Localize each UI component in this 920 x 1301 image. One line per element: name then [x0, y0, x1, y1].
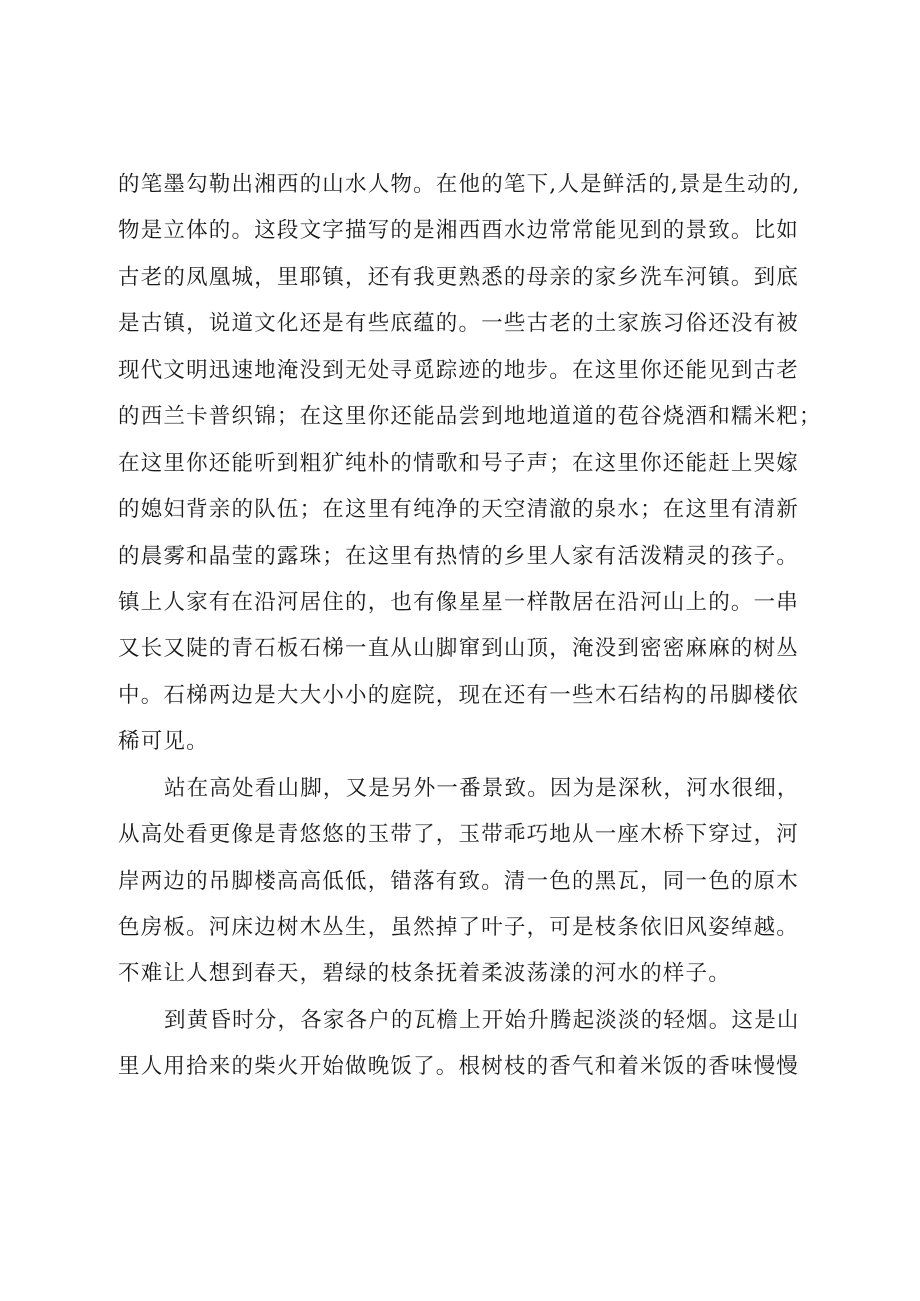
text-line: 物是立体的。这段文字描写的是湘西酉水边常常能见到的景致。比如 [118, 218, 800, 244]
text-line: 里人用拾来的柴火开始做晚饭了。根树枝的香气和着米饭的香味慢慢 [118, 1054, 800, 1080]
text-line: 的西兰卡普织锦；在这里你还能品尝到地地道道的苞谷烧酒和糯米粑； [118, 404, 822, 430]
text-line: 色房板。河床边树木丛生，虽然掉了叶子，可是枝条依旧风姿绰越。 [118, 915, 800, 940]
text-line: 古老的凤凰城，里耶镇，还有我更熟悉的母亲的家乡洗车河镇。到底 [118, 264, 800, 290]
text-line: 岸两边的吊脚楼高高低低，错落有致。清一色的黑瓦，同一色的原木 [118, 868, 800, 894]
text-line: 是古镇，说道文化还是有些底蕴的。一些古老的土家族习俗还没有被 [118, 311, 800, 337]
paragraph-start-line: 到黄昏时分，各家各户的瓦檐上开始升腾起淡淡的轻烟。这是山 [164, 1007, 800, 1033]
text-line: 不难让人想到春天，碧绿的枝条抚着柔波荡漾的河水的样子。 [118, 961, 731, 987]
text-line: 镇上人家有在沿河居住的，也有像星星一样散居在沿河山上的。一串 [118, 589, 800, 615]
text-line: 稀可见。 [118, 729, 209, 755]
body-text [118, 162, 828, 1091]
paragraph-start-line: 站在高处看山脚，又是另外一番景致。因为是深秋，河水很细， [164, 775, 800, 801]
text-line: 的媳妇背亲的队伍；在这里有纯净的天空清澈的泉水；在这里有清新 [118, 497, 800, 523]
text-line: 的笔墨勾勒出湘西的山水人物。在他的笔下,人是鲜活的,景是生动的, [118, 172, 801, 197]
text-line: 现代文明迅速地淹没到无处寻觅踪迹的地步。在这里你还能见到古老 [118, 357, 800, 383]
text-line: 的晨雾和晶莹的露珠；在这里有热情的乡里人家有活泼精灵的孩子。 [118, 543, 800, 569]
text-line: 中。石梯两边是大大小小的庭院，现在还有一些木石结构的吊脚楼依 [118, 682, 800, 708]
text-line: 从高处看更像是青悠悠的玉带了，玉带乖巧地从一座木桥下穿过，河 [118, 822, 800, 848]
text-line: 又长又陡的青石板石梯一直从山脚窜到山顶，淹没到密密麻麻的树丛 [118, 636, 800, 662]
text-line: 在这里你还能听到粗犷纯朴的情歌和号子声；在这里你还能赶上哭嫁 [118, 450, 800, 476]
